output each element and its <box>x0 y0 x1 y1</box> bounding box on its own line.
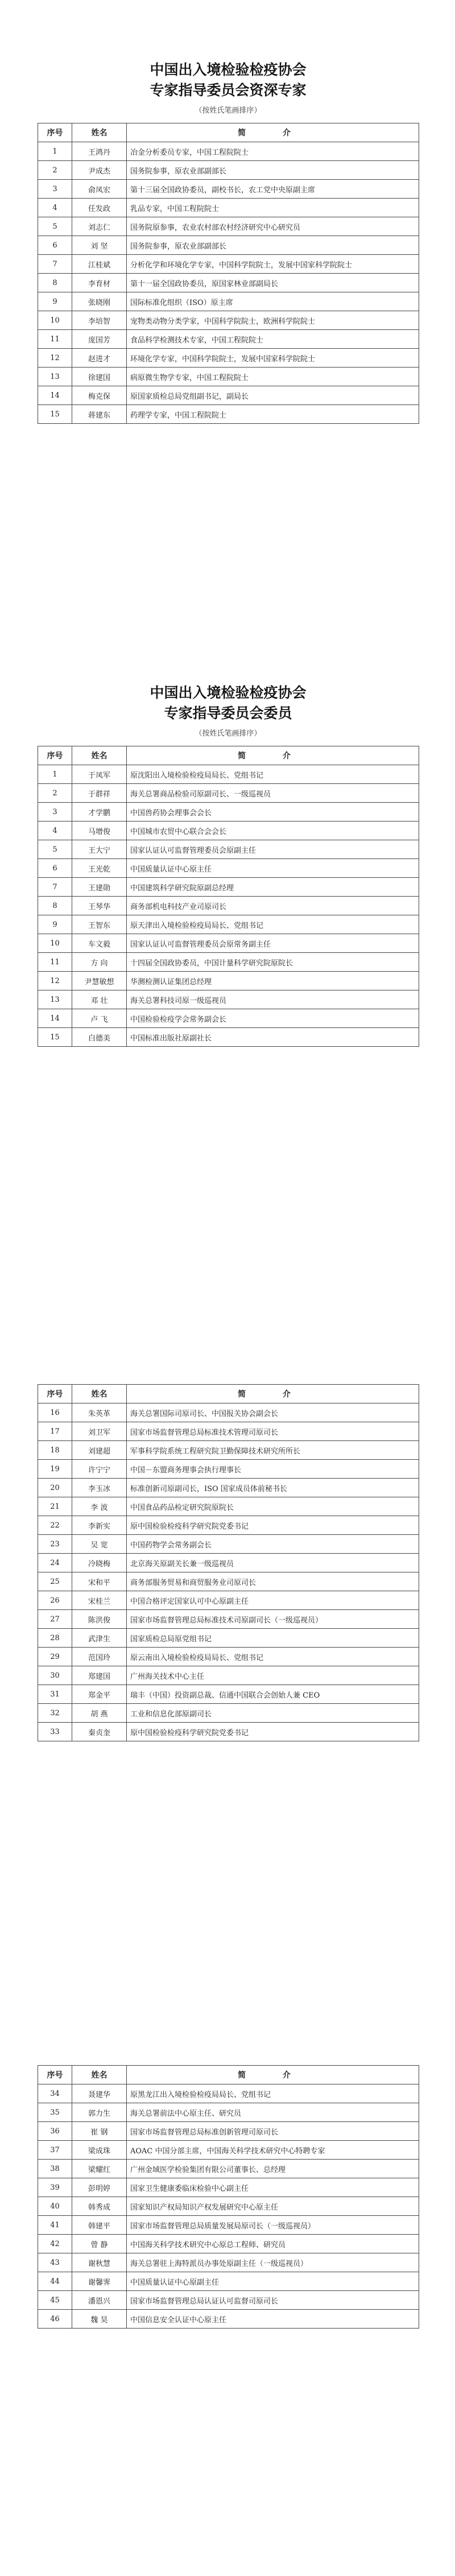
committee-members-table-cont-2 <box>38 2065 419 2329</box>
member-bio: 国家质检总局原党组书记 <box>127 1629 419 1648</box>
member-bio: 中国城市农贸中心联合会会长 <box>127 821 419 840</box>
table-header-row <box>38 2066 419 2084</box>
table-header-row <box>38 746 419 765</box>
row-number: 9 <box>38 292 72 311</box>
row-number: 2 <box>38 161 72 180</box>
member-bio: 中国食品药品检定研究院原院长 <box>127 1497 419 1516</box>
header-name: 姓名 <box>72 123 127 142</box>
row-number: 28 <box>38 1629 72 1648</box>
member-bio: 冶金分析委员专家，中国工程院院士 <box>127 142 419 161</box>
table-row <box>38 915 419 934</box>
member-name: 江桂斌 <box>72 255 127 274</box>
member-bio: 海关总署科技司原一级巡视员 <box>127 990 419 1009</box>
row-number: 12 <box>38 349 72 368</box>
table-row <box>38 2122 419 2141</box>
member-name: 聂建华 <box>72 2084 127 2103</box>
member-name: 崔 钢 <box>72 2122 127 2141</box>
member-name: 任发政 <box>72 199 127 217</box>
table-body <box>38 765 419 1047</box>
header-no: 序号 <box>38 1385 72 1403</box>
row-number: 1 <box>38 765 72 784</box>
member-name: 于凤军 <box>72 765 127 784</box>
member-bio: 广州金域医学检验集团有限公司董事长、总经理 <box>127 2160 419 2178</box>
member-bio: 瑞丰（中国）投资副总裁、信通中国联合会创始人兼 CEO <box>127 1685 419 1704</box>
table-row <box>38 1610 419 1629</box>
table-row <box>38 2141 419 2160</box>
committee-members-table <box>38 746 419 1047</box>
member-bio: 食品科学检测技术专家，中国工程院院士 <box>127 330 419 349</box>
table-row <box>38 161 419 180</box>
row-number: 18 <box>38 1441 72 1460</box>
member-bio: 第十三届全国政协委员，副校书长，农工党中央原副主席 <box>127 180 419 199</box>
member-bio: 中国建筑科学研究院原副总经理 <box>127 878 419 897</box>
table-row <box>38 1572 419 1591</box>
member-name: 刘志仁 <box>72 217 127 236</box>
member-bio: 国家卫生健康委临床检验中心副主任 <box>127 2178 419 2197</box>
member-name: 张晓刚 <box>72 292 127 311</box>
member-name: 谢馨霁 <box>72 2272 127 2291</box>
member-name: 李玉冰 <box>72 1479 127 1497</box>
senior-experts-section <box>38 60 419 424</box>
member-bio: 药理学专家，中国工程院院士 <box>127 405 419 424</box>
table-row <box>38 1685 419 1704</box>
member-name: 吴 宽 <box>72 1535 127 1554</box>
member-bio: 国家市场监督管理总局标准创新管理司原司长 <box>127 2122 419 2141</box>
row-number: 14 <box>38 1009 72 1028</box>
member-name: 胡 燕 <box>72 1704 127 1723</box>
row-number: 12 <box>38 972 72 990</box>
member-bio: 北京海关原副关长兼一级巡视员 <box>127 1554 419 1572</box>
section-title-line2: 专家指导委员会资深专家 <box>150 82 307 98</box>
row-number: 13 <box>38 990 72 1009</box>
table-row <box>38 142 419 161</box>
table-row <box>38 784 419 803</box>
table-row <box>38 1497 419 1516</box>
row-number: 44 <box>38 2272 72 2291</box>
member-bio: 中国信息安全认证中心原主任 <box>127 2310 419 2329</box>
committee-members-section-cont-1 <box>38 1384 419 1741</box>
member-name: 王建勋 <box>72 878 127 897</box>
header-no: 序号 <box>38 2066 72 2084</box>
row-number: 33 <box>38 1723 72 1741</box>
header-name: 姓名 <box>72 2066 127 2084</box>
member-bio: 国家市场监督管理总局标准技术管理司原司长 <box>127 1422 419 1441</box>
member-bio: 环境化学专家，中国科学院院士，发展中国家科学院院士 <box>127 349 419 368</box>
row-number: 15 <box>38 1028 72 1047</box>
row-number: 11 <box>38 953 72 972</box>
table-row <box>38 368 419 386</box>
member-name: 宋桂兰 <box>72 1591 127 1610</box>
member-bio: 原国家质检总局党组副书记，副局长 <box>127 386 419 405</box>
member-bio: 中国合格评定国家认可中心原副主任 <box>127 1591 419 1610</box>
row-number: 45 <box>38 2291 72 2310</box>
row-number: 16 <box>38 1403 72 1422</box>
table-row <box>38 821 419 840</box>
member-bio: 中国质量认证中心原主任 <box>127 859 419 878</box>
member-bio: 商务部服务贸易和商贸服务业司原司长 <box>127 1572 419 1591</box>
row-number: 19 <box>38 1460 72 1479</box>
table-row <box>38 934 419 953</box>
member-bio: 工业和信息化部原副司长 <box>127 1704 419 1723</box>
row-number: 37 <box>38 2141 72 2160</box>
section-title-line1: 中国出入境检验检疫协会 <box>150 61 307 78</box>
member-name: 陈洪俊 <box>72 1610 127 1629</box>
table-header-row <box>38 123 419 142</box>
table-row <box>38 2253 419 2272</box>
member-bio: 国务院原参事，农业农村部农村经济研究中心研究员 <box>127 217 419 236</box>
row-number: 29 <box>38 1648 72 1666</box>
member-name: 范国玲 <box>72 1648 127 1666</box>
row-number: 21 <box>38 1497 72 1516</box>
section-title-line1: 中国出入境检验检疫协会 <box>150 684 307 701</box>
table-row <box>38 405 419 424</box>
member-name: 武津生 <box>72 1629 127 1648</box>
table-row <box>38 386 419 405</box>
member-bio: 原天津出入境检验检疫局局长、党组书记 <box>127 915 419 934</box>
member-name: 刘建超 <box>72 1441 127 1460</box>
header-bio: 简 介 <box>127 1385 419 1403</box>
row-number: 15 <box>38 405 72 424</box>
row-number: 5 <box>38 840 72 859</box>
table-row <box>38 2235 419 2253</box>
member-name: 王大宁 <box>72 840 127 859</box>
member-bio: 中国药物学会常务副会长 <box>127 1535 419 1554</box>
row-number: 43 <box>38 2253 72 2272</box>
row-number: 13 <box>38 368 72 386</box>
header-name: 姓名 <box>72 1385 127 1403</box>
member-name: 郑建国 <box>72 1666 127 1685</box>
table-row <box>38 840 419 859</box>
member-name: 谢秋慧 <box>72 2253 127 2272</box>
row-number: 3 <box>38 803 72 821</box>
member-bio: 海关总署商品检验司原副司长、一级巡视员 <box>127 784 419 803</box>
member-name: 宋和平 <box>72 1572 127 1591</box>
member-name: 卢 飞 <box>72 1009 127 1028</box>
row-number: 5 <box>38 217 72 236</box>
row-number: 4 <box>38 821 72 840</box>
row-number: 10 <box>38 934 72 953</box>
row-number: 41 <box>38 2216 72 2235</box>
table-row <box>38 1648 419 1666</box>
member-bio: 中国－东盟商务理事会执行理事长 <box>127 1460 419 1479</box>
table-row <box>38 349 419 368</box>
table-row <box>38 2272 419 2291</box>
row-number: 9 <box>38 915 72 934</box>
table-row <box>38 897 419 915</box>
committee-members-section-cont-2 <box>38 2065 419 2329</box>
member-bio: 标准创新司原副司长，ISO 国家成员体前秘书长 <box>127 1479 419 1497</box>
member-name: 秦贞奎 <box>72 1723 127 1741</box>
committee-members-table-cont-1 <box>38 1384 419 1741</box>
member-bio: 国家市场监督管理总局标准技术司原副司长（一级巡视员） <box>127 1610 419 1629</box>
member-bio: 第十一届全国政协委员，原国家林业部副局长 <box>127 274 419 292</box>
row-number: 3 <box>38 180 72 199</box>
row-number: 7 <box>38 255 72 274</box>
sort-note: （按姓氏笔画排序） <box>195 106 262 115</box>
member-bio: 中国兽药协会理事会会长 <box>127 803 419 821</box>
row-number: 4 <box>38 199 72 217</box>
table-row <box>38 2197 419 2216</box>
table-body <box>38 142 419 424</box>
senior-experts-table <box>38 123 419 424</box>
member-name: 彭明婷 <box>72 2178 127 2197</box>
member-bio: 十四届全国政协委员，中国计量科学研究院原院长 <box>127 953 419 972</box>
member-name: 李 波 <box>72 1497 127 1516</box>
table-row <box>38 953 419 972</box>
header-bio: 简 介 <box>127 2066 419 2084</box>
row-number: 31 <box>38 1685 72 1704</box>
table-row <box>38 2310 419 2329</box>
table-row <box>38 1479 419 1497</box>
member-name: 郭力生 <box>72 2103 127 2122</box>
member-bio: 国家认证认可监督管理委员会原副主任 <box>127 840 419 859</box>
table-row <box>38 2291 419 2310</box>
member-bio: 宠物类动物分类学家，中国科学院院士，欧洲科学院院士 <box>127 311 419 330</box>
table-row <box>38 2160 419 2178</box>
member-name: 方 向 <box>72 953 127 972</box>
member-name: 刘 坚 <box>72 236 127 255</box>
row-number: 46 <box>38 2310 72 2329</box>
table-row <box>38 1403 419 1422</box>
member-bio: 国务院参事，原农业部副部长 <box>127 161 419 180</box>
member-bio: 广州海关技术中心主任 <box>127 1666 419 1685</box>
table-body <box>38 1403 419 1741</box>
member-bio: 华测检测认证集团总经理 <box>127 972 419 990</box>
member-bio: 军事科学院系统工程研究院卫勤保障技术研究所所长 <box>127 1441 419 1460</box>
row-number: 6 <box>38 236 72 255</box>
row-number: 23 <box>38 1535 72 1554</box>
row-number: 38 <box>38 2160 72 2178</box>
table-row <box>38 1441 419 1460</box>
member-bio: 中国海关科学技术研究中心原总工程师、研究员 <box>127 2235 419 2253</box>
header-bio: 简 介 <box>127 746 419 765</box>
row-number: 27 <box>38 1610 72 1629</box>
row-number: 2 <box>38 784 72 803</box>
member-bio: 原云南出入境检验检疫局局长、党组书记 <box>127 1648 419 1666</box>
member-bio: 国务院参事，原农业部副部长 <box>127 236 419 255</box>
table-row <box>38 972 419 990</box>
table-row <box>38 878 419 897</box>
table-body <box>38 2084 419 2329</box>
table-row <box>38 1422 419 1441</box>
member-bio: 海关总署前法中心原主任、研究员 <box>127 2103 419 2122</box>
table-row <box>38 2216 419 2235</box>
table-row <box>38 199 419 217</box>
table-row <box>38 765 419 784</box>
row-number: 36 <box>38 2122 72 2141</box>
table-row <box>38 1704 419 1723</box>
member-name: 蒋建东 <box>72 405 127 424</box>
table-row <box>38 2103 419 2122</box>
member-bio: AOAC 中国分部主席，中国海关科学技术研究中心特聘专家 <box>127 2141 419 2160</box>
row-number: 7 <box>38 878 72 897</box>
row-number: 8 <box>38 274 72 292</box>
committee-members-section <box>38 683 419 1047</box>
row-number: 8 <box>38 897 72 915</box>
member-name: 刘卫军 <box>72 1422 127 1441</box>
row-number: 42 <box>38 2235 72 2253</box>
member-name: 赵进才 <box>72 349 127 368</box>
table-row <box>38 1723 419 1741</box>
member-name: 梁耀红 <box>72 2160 127 2178</box>
member-bio: 中国质量认证中心原副主任 <box>127 2272 419 2291</box>
row-number: 34 <box>38 2084 72 2103</box>
row-number: 22 <box>38 1516 72 1535</box>
table-header-row <box>38 1385 419 1403</box>
member-bio: 乳品专家，中国工程院院士 <box>127 199 419 217</box>
table-row <box>38 1516 419 1535</box>
member-name: 邓 壮 <box>72 990 127 1009</box>
table-row <box>38 311 419 330</box>
member-bio: 海关总署国际司原司长、中国报关协会副会长 <box>127 1403 419 1422</box>
member-name: 朱英革 <box>72 1403 127 1422</box>
member-bio: 国家市场监督管理总局质量发展局原司长（一级巡视员） <box>127 2216 419 2235</box>
table-row <box>38 859 419 878</box>
member-bio: 原中国检验检疫科学研究院党委书记 <box>127 1723 419 1741</box>
member-name: 李育材 <box>72 274 127 292</box>
member-bio: 商务部机电科技产业司原司长 <box>127 897 419 915</box>
member-name: 魏 昊 <box>72 2310 127 2329</box>
member-name: 曾 静 <box>72 2235 127 2253</box>
header-no: 序号 <box>38 123 72 142</box>
row-number: 24 <box>38 1554 72 1572</box>
member-name: 俞凤宏 <box>72 180 127 199</box>
member-bio: 中国标准出版社原副社长 <box>127 1028 419 1047</box>
header-name: 姓名 <box>72 746 127 765</box>
member-name: 韩秀成 <box>72 2197 127 2216</box>
row-number: 25 <box>38 1572 72 1591</box>
member-name: 李新实 <box>72 1516 127 1535</box>
row-number: 35 <box>38 2103 72 2122</box>
row-number: 1 <box>38 142 72 161</box>
member-bio: 原中国检验检疫科学研究院党委书记 <box>127 1516 419 1535</box>
section-title-line2: 专家指导委员会委员 <box>164 705 292 721</box>
table-row <box>38 236 419 255</box>
member-name: 韩建平 <box>72 2216 127 2235</box>
row-number: 26 <box>38 1591 72 1610</box>
member-name: 王鸿丹 <box>72 142 127 161</box>
table-row <box>38 1028 419 1047</box>
member-bio: 中国检验检疫学会常务副会长 <box>127 1009 419 1028</box>
table-row <box>38 990 419 1009</box>
table-row <box>38 2084 419 2103</box>
member-name: 王光乾 <box>72 859 127 878</box>
table-row <box>38 803 419 821</box>
member-name: 庞国芳 <box>72 330 127 349</box>
member-name: 郑金平 <box>72 1685 127 1704</box>
table-row <box>38 1535 419 1554</box>
row-number: 14 <box>38 386 72 405</box>
member-name: 许宁宁 <box>72 1460 127 1479</box>
row-number: 20 <box>38 1479 72 1497</box>
member-bio: 国家认证认可监督管理委员会原常务副主任 <box>127 934 419 953</box>
table-row <box>38 255 419 274</box>
header-bio: 简 介 <box>127 123 419 142</box>
table-row <box>38 330 419 349</box>
member-name: 潘恩兴 <box>72 2291 127 2310</box>
member-name: 王琴华 <box>72 897 127 915</box>
member-name: 车文毅 <box>72 934 127 953</box>
table-row <box>38 2178 419 2197</box>
table-row <box>38 180 419 199</box>
member-bio: 分析化学和环境化学专家，中国科学院院士，发展中国家科学院院士 <box>127 255 419 274</box>
member-bio: 病原微生物学专家，中国工程院院士 <box>127 368 419 386</box>
member-bio: 国家市场监督管理总局认证认可监督司原司长 <box>127 2291 419 2310</box>
member-bio: 国家知识产权局知识产权发展研究中心原主任 <box>127 2197 419 2216</box>
header-no: 序号 <box>38 746 72 765</box>
member-name: 才学鹏 <box>72 803 127 821</box>
table-row <box>38 1666 419 1685</box>
row-number: 6 <box>38 859 72 878</box>
member-name: 冷晓梅 <box>72 1554 127 1572</box>
table-row <box>38 217 419 236</box>
member-name: 尹成杰 <box>72 161 127 180</box>
member-bio: 原沈阳出入境检验检疫局局长、党组书记 <box>127 765 419 784</box>
member-bio: 国际标准化组织（ISO）原主席 <box>127 292 419 311</box>
table-row <box>38 274 419 292</box>
table-row <box>38 1591 419 1610</box>
row-number: 17 <box>38 1422 72 1441</box>
table-row <box>38 292 419 311</box>
table-row <box>38 1554 419 1572</box>
member-name: 梅克保 <box>72 386 127 405</box>
member-name: 尹慧敏想 <box>72 972 127 990</box>
member-name: 白德美 <box>72 1028 127 1047</box>
member-name: 王智东 <box>72 915 127 934</box>
table-row <box>38 1629 419 1648</box>
member-bio: 原黑龙江出入境检验检疫局局长、党组书记 <box>127 2084 419 2103</box>
member-bio: 海关总署驻上海特派员办事处原副主任（一级巡视员） <box>127 2253 419 2272</box>
row-number: 10 <box>38 311 72 330</box>
table-row <box>38 1460 419 1479</box>
member-name: 马增俊 <box>72 821 127 840</box>
member-name: 梁成珠 <box>72 2141 127 2160</box>
sort-note: （按姓氏笔画排序） <box>195 729 262 738</box>
member-name: 于群祥 <box>72 784 127 803</box>
row-number: 32 <box>38 1704 72 1723</box>
row-number: 30 <box>38 1666 72 1685</box>
row-number: 39 <box>38 2178 72 2197</box>
table-row <box>38 1009 419 1028</box>
member-name: 李培智 <box>72 311 127 330</box>
member-name: 徐建国 <box>72 368 127 386</box>
row-number: 40 <box>38 2197 72 2216</box>
row-number: 11 <box>38 330 72 349</box>
